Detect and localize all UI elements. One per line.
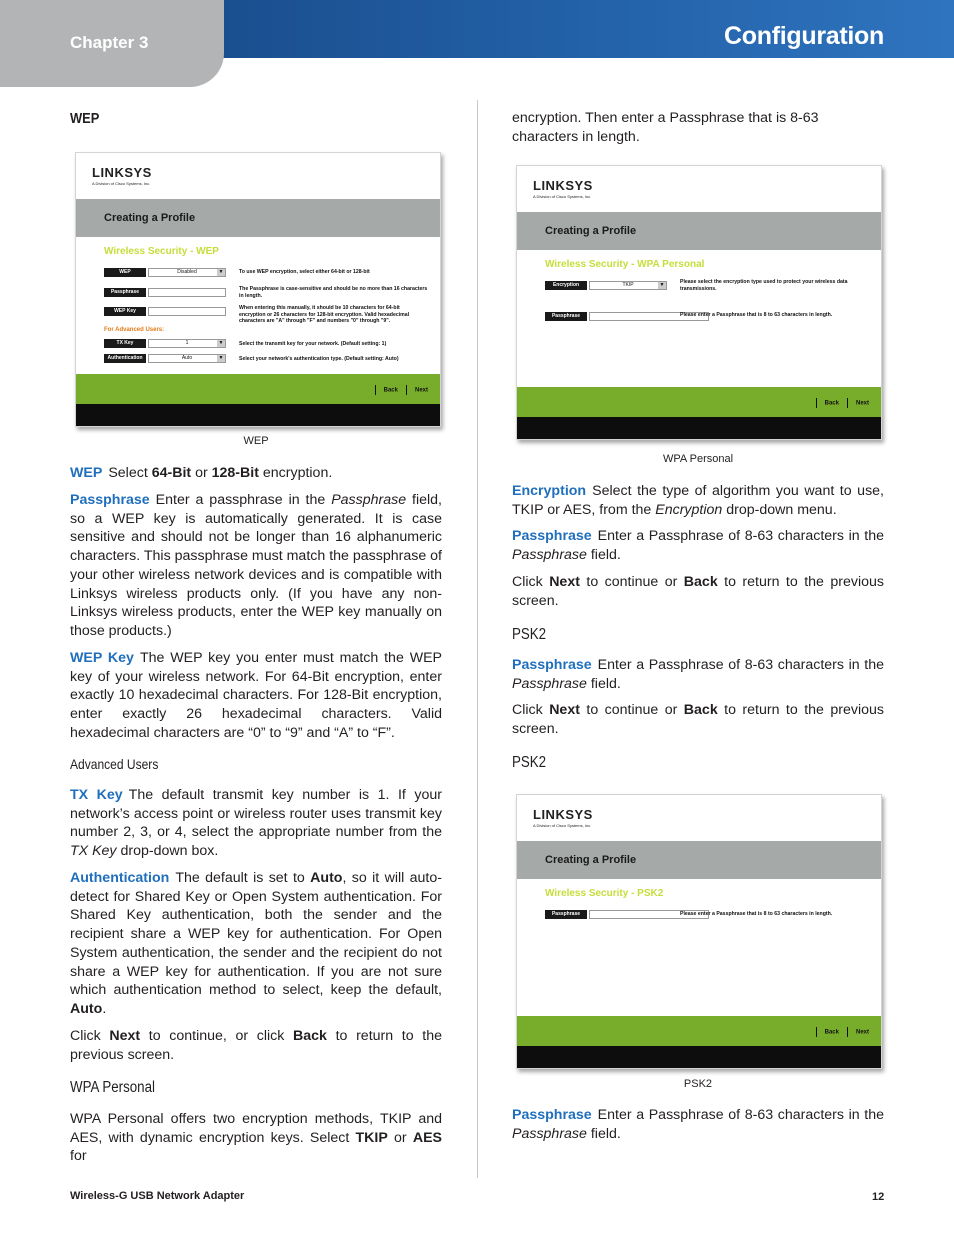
encryption-help-text: Please select the encryption type used to protect your wireless data transmissions. (680, 279, 848, 292)
nav-bar (76, 374, 440, 406)
linksys-logo: LINKSYS A Division of Cisco Systems, Inc. (533, 178, 593, 199)
page-title: Configuration (724, 22, 884, 50)
click-next-paragraph-wpa: Click Next to continue or Back to return to the previous screen. (512, 574, 884, 609)
wpa-personal-paragraph: WPA Personal offers two encryption methods, TKIP and AES, with dynamic encryption keys. Select TKIP or AES for (70, 1111, 443, 1165)
wep-key-input[interactable] (148, 307, 226, 316)
footer-bar (76, 404, 440, 426)
tx-key-label: TX Key (104, 339, 146, 348)
wep-label: WEP (104, 268, 146, 277)
click-next-paragraph-psk2: Click Next to continue or Back to return to the previous screen. (512, 702, 884, 737)
wep-subtitle: Wireless Security - WEP (104, 246, 219, 257)
wep-screenshot (75, 152, 441, 427)
wpa-personal-caption: WPA Personal (662, 453, 734, 465)
chapter-label: Chapter 3 (70, 33, 149, 52)
click-next-paragraph: Click Next to continue, or click Back to return to the previous screen. (70, 1028, 443, 1063)
back-button[interactable]: Back (824, 400, 839, 407)
footer-bar (517, 1046, 881, 1068)
encryption-label: Encryption (545, 281, 587, 290)
tx-key-select[interactable]: 1 ▼ (148, 339, 226, 348)
psk2-heading: PSK2 (512, 626, 547, 643)
tx-key-paragraph: TX Key The default transmit key number is 1. If your network’s access point or wireless router uses transmit key number 2, 3, or 4, select the appropriate number from the TX Key drop-down box. (70, 787, 442, 860)
wep-select[interactable]: Disabled ▼ (148, 268, 226, 277)
profile-band: Creating a Profile (76, 199, 440, 237)
passphrase-paragraph-wpa: Passphrase Enter a Passphrase of 8-63 characters in the Passphrase field. (512, 528, 884, 563)
passphrase-label: Passphrase (545, 312, 587, 321)
wep-heading: WEP (70, 110, 100, 127)
profile-band: Creating a Profile (517, 212, 881, 250)
tx-key-help-text: Select the transmit key for your network. (Default setting: 1) (239, 341, 387, 347)
wpa-personal-screenshot (516, 165, 882, 440)
psk2-caption: PSK2 (683, 1078, 713, 1090)
passphrase-input[interactable] (148, 288, 226, 297)
back-button[interactable]: Back (824, 1029, 839, 1036)
advanced-users-label: For Advanced Users: (104, 327, 165, 333)
authentication-paragraph: Authentication The default is set to Auto, so it will auto-detect for Shared Key or Open System authentication. For Shared Key authentication, both the sender and the recipient share a WEP key for authentication. For Open System authentication, the sender and the recipient do not share a WEP key for authentication. If you are not sure which authentication method to select, keep the default, Auto. (70, 870, 442, 1017)
footer-bar (517, 417, 881, 439)
wep-help-text: To use WEP encryption, select either 64-bit or 128-bit (239, 269, 370, 275)
next-button[interactable]: Next (414, 387, 428, 394)
next-button[interactable]: Next (855, 400, 869, 407)
passphrase-help-text: Please enter a Passphrase that is 8 to 63 characters in length. (680, 312, 833, 318)
nav-bar (517, 387, 881, 419)
auth-help-text: Select your network's authentication type. (Default setting: Auto) (239, 356, 399, 362)
nav-bar (517, 1016, 881, 1048)
next-button[interactable]: Next (855, 1029, 869, 1036)
wep-key-label: WEP Key (104, 307, 146, 316)
advanced-users-heading: Advanced Users (70, 756, 159, 772)
authentication-label: Authentication (104, 354, 146, 363)
wpa-personal-heading: WPA Personal (70, 1079, 155, 1096)
continued-paragraph: encryption. Then enter a Passphrase that is 8-63 characters in length. (512, 110, 819, 145)
wep-key-help-text: When entering this manually, it should be 10 characters for 64-bit encryption or 26 characters for 128-bit encryption. Valid hexadecimal characters are "A" through "F" and numbers "0" through "9". (239, 305, 410, 324)
encryption-select[interactable]: TKIP ▼ (589, 281, 667, 290)
psk2-screenshot (516, 794, 882, 1069)
profile-band: Creating a Profile (517, 841, 881, 879)
passphrase-label: Passphrase (545, 910, 587, 919)
wep-key-paragraph: WEP Key The WEP key you enter must match the WEP key of your wireless network. For 64-Bit encryption, enter exactly 10 hexadecimal characters. For 128-Bit encryption, enter exactly 26 hexadecimal characters. Valid hexadecimal characters are “0” to “9” and “A” to “F”. (70, 650, 443, 741)
column-divider (477, 100, 478, 1178)
wpa-subtitle: Wireless Security - WPA Personal (545, 259, 705, 270)
chapter-tab (0, 0, 224, 87)
passphrase-label: Passphrase (104, 288, 146, 297)
page-number: 12 (872, 1191, 885, 1203)
passphrase-paragraph-psk2: Passphrase Enter a Passphrase of 8-63 characters in the Passphrase field. (512, 657, 884, 692)
back-button[interactable]: Back (383, 387, 398, 394)
encryption-paragraph: Encryption Select the type of algorithm you want to use, TKIP or AES, from the Encryption drop-down menu. (512, 483, 884, 518)
passphrase-help-text: The Passphrase is case-sensitive and should be no more than 16 characters in length. (239, 286, 428, 299)
footer-product: Wireless-G USB Network Adapter (70, 1190, 245, 1202)
passphrase-paragraph: Passphrase Enter a passphrase in the Passphrase field, so a WEP key is automatically generated. It is case sensitive and should not be longer than 16 alphanumeric characters. This passphrase must match the passphrase of your other wireless network devices and is compatible with Linksys wireless products only. (If you have any non-Linksys wireless products, enter the WEP key manually on those products.) (70, 492, 442, 639)
linksys-logo: LINKSYS A Division of Cisco Systems, Inc. (533, 807, 593, 828)
passphrase-help-text: Please enter a Passphrase that is 8 to 63 characters in length. (680, 911, 833, 917)
psk2-subtitle: Wireless Security - PSK2 (545, 888, 664, 899)
passphrase-paragraph-psk2-final: Passphrase Enter a Passphrase of 8-63 characters in the Passphrase field. (512, 1107, 884, 1142)
wep-caption: WEP (243, 435, 269, 447)
psk2-heading-figure: PSK2 (512, 754, 547, 771)
authentication-select[interactable]: Auto ▼ (148, 354, 226, 363)
wep-paragraph: WEP Select 64-Bit or 128-Bit encryption. (70, 465, 333, 481)
linksys-logo: LINKSYS A Division of Cisco Systems, Inc. (92, 165, 152, 186)
